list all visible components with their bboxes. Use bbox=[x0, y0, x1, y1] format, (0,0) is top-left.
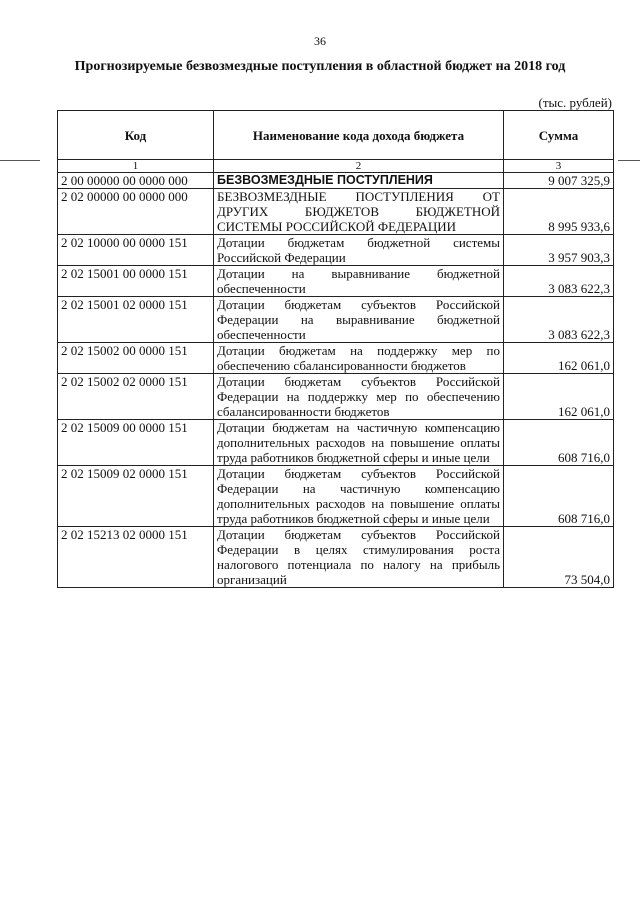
table-row bbox=[58, 420, 614, 466]
code-cell: 2 00 00000 00 0000 000 bbox=[58, 173, 214, 189]
code-cell: 2 02 15009 00 0000 151 bbox=[58, 420, 214, 466]
scan-mark-left bbox=[0, 160, 40, 161]
header-code: Код bbox=[58, 111, 214, 160]
name-cell: Дотации на выравнивание бюджетной обеспеченности bbox=[214, 266, 504, 297]
code-cell: 2 02 15002 00 0000 151 bbox=[58, 343, 214, 374]
table-row bbox=[58, 297, 614, 343]
units-note: (тыс. рублей) bbox=[538, 95, 612, 110]
amount-cell: 73 504,0 bbox=[504, 527, 614, 588]
table-row bbox=[58, 266, 614, 297]
name-cell: БЕЗВОЗМЕЗДНЫЕ ПОСТУПЛЕНИЯ bbox=[214, 173, 504, 189]
amount-cell: 9 007 325,9 bbox=[504, 173, 614, 189]
code-cell: 2 02 15009 02 0000 151 bbox=[58, 466, 214, 527]
header-amount: Сумма bbox=[504, 111, 614, 160]
code-cell: 2 02 15002 02 0000 151 bbox=[58, 374, 214, 420]
name-cell: Дотации бюджетам субъектов Российской Федерации на выравнивание бюджетной обеспеченности bbox=[214, 297, 504, 343]
table-row bbox=[58, 527, 614, 588]
amount-cell: 3 083 622,3 bbox=[504, 266, 614, 297]
name-cell: Дотации бюджетам бюджетной системы Российской Федерации bbox=[214, 235, 504, 266]
table-row bbox=[58, 343, 614, 374]
table-body bbox=[58, 173, 614, 588]
table-header-row bbox=[58, 111, 614, 160]
page-number: 36 bbox=[314, 34, 326, 48]
column-number: 1 bbox=[58, 160, 214, 173]
amount-cell: 162 061,0 bbox=[504, 374, 614, 420]
column-number: 3 bbox=[504, 160, 614, 173]
amount-cell: 608 716,0 bbox=[504, 420, 614, 466]
amount-cell: 162 061,0 bbox=[504, 343, 614, 374]
amount-cell: 3 083 622,3 bbox=[504, 297, 614, 343]
name-cell: Дотации бюджетам на частичную компенсацию дополнительных расходов на повышение оплаты труда работников бюджетной сферы и иные цели bbox=[214, 420, 504, 466]
code-cell: 2 02 15213 02 0000 151 bbox=[58, 527, 214, 588]
amount-cell: 608 716,0 bbox=[504, 466, 614, 527]
table-row bbox=[58, 189, 614, 235]
revenue-table bbox=[57, 110, 614, 588]
name-cell: Дотации бюджетам субъектов Российской Федерации в целях стимулирования роста налогового потенциала по налогу на прибыль организаций bbox=[214, 527, 504, 588]
table-row bbox=[58, 466, 614, 527]
header-name: Наименование кода дохода бюджета bbox=[214, 111, 504, 160]
amount-cell: 8 995 933,6 bbox=[504, 189, 614, 235]
column-number-row bbox=[58, 160, 614, 173]
document-title: Прогнозируемые безвозмездные поступления в областной бюджет на 2018 год bbox=[74, 59, 566, 74]
code-cell: 2 02 10000 00 0000 151 bbox=[58, 235, 214, 266]
code-cell: 2 02 15001 00 0000 151 bbox=[58, 266, 214, 297]
name-cell: Дотации бюджетам субъектов Российской Федерации на поддержку мер по обеспечению сбалансированности бюджетов bbox=[214, 374, 504, 420]
code-cell: 2 02 00000 00 0000 000 bbox=[58, 189, 214, 235]
code-cell: 2 02 15001 02 0000 151 bbox=[58, 297, 214, 343]
amount-cell: 3 957 903,3 bbox=[504, 235, 614, 266]
name-cell: Дотации бюджетам на поддержку мер по обеспечению сбалансированности бюджетов bbox=[214, 343, 504, 374]
name-cell: Дотации бюджетам субъектов Российской Федерации на частичную компенсацию дополнительных расходов на повышение оплаты труда работников бюджетной сферы и иные цели bbox=[214, 466, 504, 527]
column-number: 2 bbox=[214, 160, 504, 173]
table-row bbox=[58, 235, 614, 266]
table-row bbox=[58, 173, 614, 189]
scan-mark-right bbox=[618, 160, 640, 161]
name-cell: БЕЗВОЗМЕЗДНЫЕ ПОСТУПЛЕНИЯ ОТ ДРУГИХ БЮДЖЕТОВ БЮДЖЕТНОЙ СИСТЕМЫ РОССИЙСКОЙ ФЕДЕРАЦИИ bbox=[214, 189, 504, 235]
table-row bbox=[58, 374, 614, 420]
